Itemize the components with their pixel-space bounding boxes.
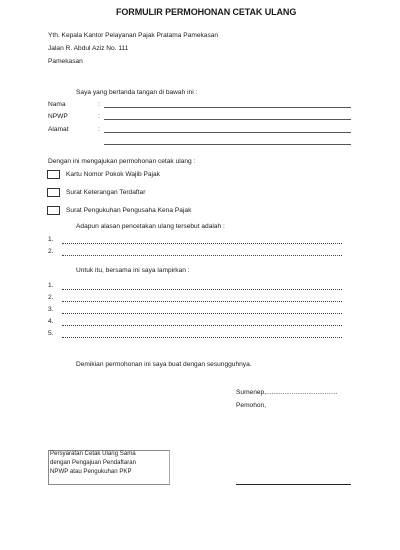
- address-street: Jalan R. Abdul Aziz No. 111: [48, 45, 129, 52]
- option-label-sppkp: Surat Pengukuhan Pengusaha Kena Pajak: [66, 207, 192, 214]
- attachment-line-1[interactable]: [62, 289, 342, 290]
- nama-input-line[interactable]: [104, 107, 351, 108]
- option-label-npwp-card: Kartu Nomor Pokok Wajib Pajak: [66, 171, 160, 178]
- signature-role: Pemohon,: [236, 402, 267, 409]
- alamat-input-line-2[interactable]: [104, 144, 351, 145]
- signer-intro: Saya yang bertanda tangan di bawah ini :: [76, 89, 198, 96]
- reason-line-1[interactable]: [62, 243, 342, 244]
- attachment-number-4: 4.: [48, 318, 54, 325]
- note-line-2: dengan Pengajuan Pendaftaran: [50, 459, 137, 466]
- attachment-line-5[interactable]: [62, 337, 342, 338]
- reason-intro: Adapun alasan pencetakan ulang tersebut adalah :: [76, 223, 225, 230]
- signature-line[interactable]: [236, 484, 351, 485]
- form-title: FORMULIR PERMOHONAN CETAK ULANG: [116, 7, 297, 17]
- attachment-number-2: 2.: [48, 294, 54, 301]
- field-colon-alamat: :: [98, 126, 100, 133]
- reason-number-1: 1.: [48, 236, 54, 243]
- signature-place-date: Sumenep,.......................................: [236, 389, 338, 396]
- reason-line-2[interactable]: [62, 255, 342, 256]
- npwp-input-line[interactable]: [104, 119, 351, 120]
- field-label-npwp: NPWP: [48, 113, 68, 120]
- note-line-1: Persyaratan Cetak Ulang Sama: [50, 450, 136, 457]
- attachment-number-1: 1.: [48, 282, 54, 289]
- checkbox-skt[interactable]: [47, 188, 60, 197]
- attachment-line-4[interactable]: [62, 325, 342, 326]
- attachment-number-3: 3.: [48, 306, 54, 313]
- attachment-intro: Untuk itu, bersama ini saya lampirkan :: [76, 267, 190, 274]
- attachment-number-5: 5.: [48, 330, 54, 337]
- attachment-line-3[interactable]: [62, 313, 342, 314]
- checkbox-npwp-card[interactable]: [47, 170, 60, 179]
- field-colon-npwp: :: [98, 113, 100, 120]
- reason-number-2: 2.: [48, 248, 54, 255]
- request-intro: Dengan ini mengajukan permohonan cetak ulang :: [48, 158, 196, 165]
- field-colon-nama: :: [98, 101, 100, 108]
- checkbox-sppkp[interactable]: [47, 206, 60, 215]
- closing-statement: Demikian permohonan ini saya buat dengan sesungguhnya.: [76, 361, 252, 368]
- address-city: Pamekasan: [48, 58, 83, 65]
- note-line-3: NPWP atau Pengukuhan PKP: [50, 468, 132, 475]
- recipient-line: Yth. Kepala Kantor Pelayanan Pajak Pratama Pamekasan: [48, 32, 219, 39]
- attachment-line-2[interactable]: [62, 301, 342, 302]
- alamat-input-line-1[interactable]: [104, 132, 351, 133]
- field-label-nama: Nama: [48, 101, 66, 108]
- option-label-skt: Surat Keterangan Terdaftar: [66, 189, 146, 196]
- field-label-alamat: Alamat: [48, 126, 69, 133]
